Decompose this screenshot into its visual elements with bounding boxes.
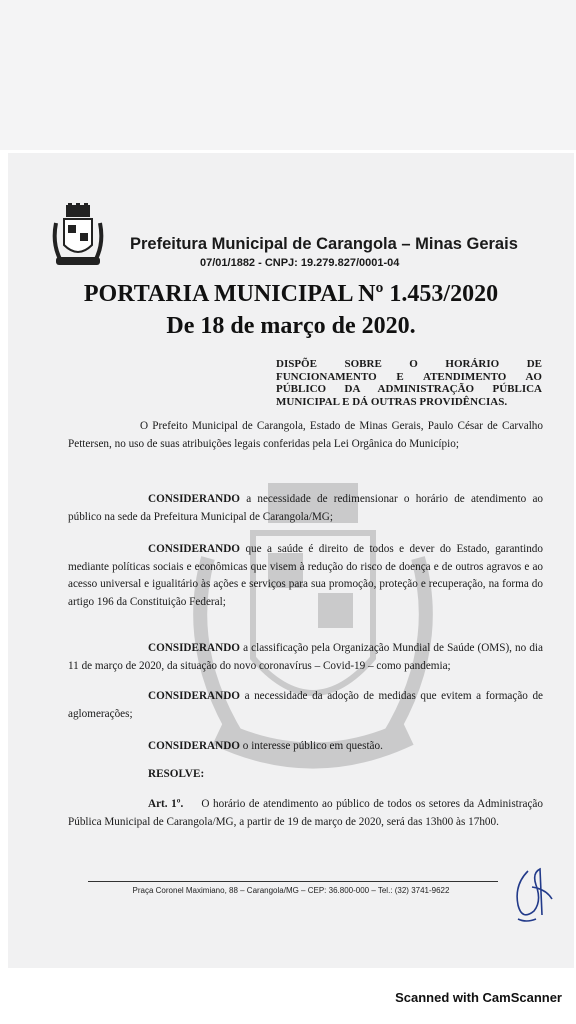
document-page (8, 153, 574, 968)
considerando-1: CONSIDERANDO a necessidade de redimensionar o horário de atendimento ao público na sede da Prefeitura Municipal de Carangola/MG; (68, 493, 544, 523)
considerando-3: CONSIDERANDO a classificação pela Organização Mundial de Saúde (OMS), no dia 11 de março de 2020, da situação do novo coronavírus – Covid-19 – como pandemia; (68, 642, 543, 672)
resolve-label: RESOLVE: (148, 768, 205, 780)
footer-divider (88, 881, 498, 882)
document-date: De 18 de março de 2020. (166, 313, 416, 339)
considerando-2: CONSIDERANDO que a saúde é direito de todos e dever do Estado, garantindo mediante políticas sociais e econômicas que visem à redução do risco de doença e de outros agravos e ao acesso universal e igualitário às ações e serviços para sua promoção, proteção e recuperação, na forma do artigo 196 da Constituição Federal; (68, 543, 543, 608)
ementa: DISPÕE SOBRE O HORÁRIO DE FUNCIONAMENTO E ATENDIMENTO AO PÚBLICO DA ADMINISTRAÇÃO PÚBLICA MUNICIPAL E DÁ OUTRAS PROVIDÊNCIAS. (276, 358, 542, 408)
municipal-seal-icon (48, 203, 108, 273)
footer-address: Praça Coronel Maximiano, 88 – Carangola/MG – CEP: 36.800-000 – Tel.: (32) 3741-9622 (132, 886, 450, 895)
document-title: PORTARIA MUNICIPAL Nº 1.453/2020 (83, 281, 499, 307)
top-background (0, 0, 576, 150)
camscanner-watermark: Scanned with CamScanner (395, 990, 562, 1005)
signature-icon (506, 865, 556, 925)
considerando-5: CONSIDERANDO o interesse público em questão. (148, 740, 383, 752)
considerando-4: CONSIDERANDO a necessidade da adoção de medidas que evitem a formação de aglomerações; (68, 690, 544, 720)
article-1: Art. 1º. O horário de atendimento ao público de todos os setores da Administração Pública Municipal de Carangola/MG, a partir de 19 de março de 2020, será das 13h00 às 17h00. (68, 798, 543, 828)
intro-paragraph: O Prefeito Municipal de Carangola, Estado de Minas Gerais, Paulo César de Carvalho Pettersen, no uso de suas atribuições legais conferidas pela Lei Orgânica do Município; (68, 420, 543, 450)
header-subtitle: 07/01/1882 - CNPJ: 19.279.827/0001-04 (200, 257, 400, 269)
header-title: Prefeitura Municipal de Carangola – Minas Gerais (130, 235, 518, 253)
